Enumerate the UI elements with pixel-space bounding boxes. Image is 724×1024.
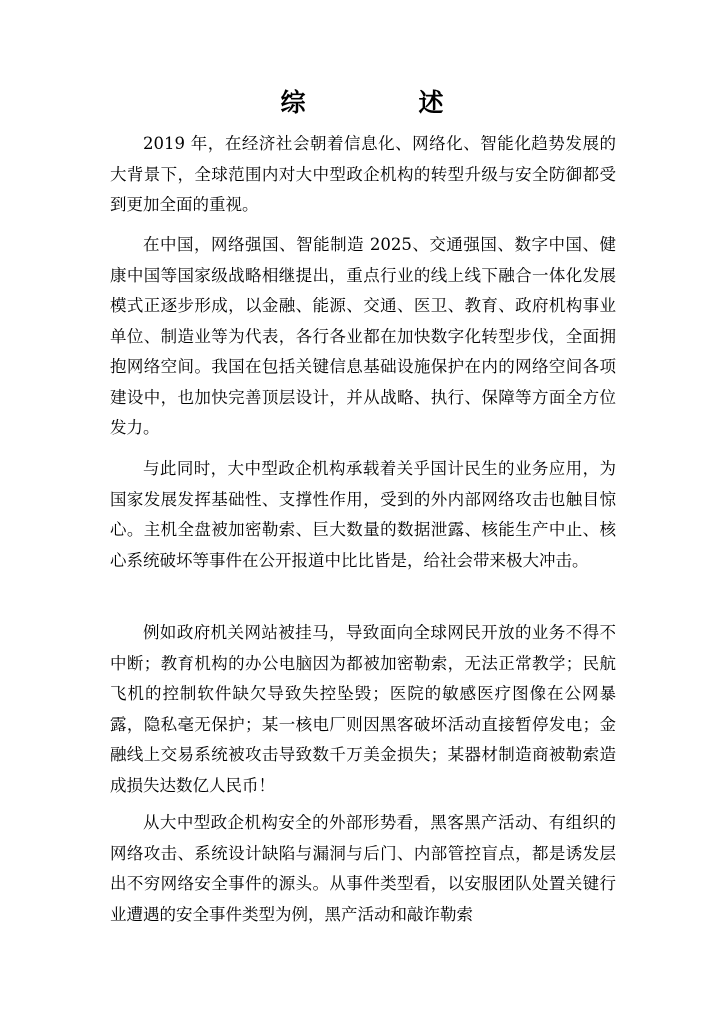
paragraph-5: 从大中型政企机构安全的外部形势看，黑客黑产活动、有组织的网络攻击、系统设计缺陷与漏洞与后门、内部管控盲点，都是诱发层出不穷网络安全事件的源头。从事件类型看，以安服团队处置关键行业遭遇的安全事件类型为例，黑产活动和敲诈勒索 [110, 813, 616, 924]
paragraph-2: 在中国，网络强国、智能制造 2025、交通强国、数字中国、健康中国等国家级战略相继提出，重点行业的线上线下融合一体化发展模式正逐步形成，以金融、能源、交通、医卫、教育、政府机构事业单位、制造业等为代表，各行各业都在加快数字化转型步伐，全面拥抱网络空间。我国在包括关键信息基础设施保护在内的网络空间各项建设中，也加快完善顶层设计，并从战略、执行、保障等方面全方位发力。 [110, 235, 616, 437]
paragraph-4: 例如政府机关网站被挂马，导致面向全球网民开放的业务不得不中断；教育机构的办公电脑因为都被加密勒索，无法正常教学；民航飞机的控制软件缺欠导致失控坠毁；医院的敏感医疗图像在公网暴露，隐私毫无保护；某一核电厂则因黑客破坏活动直接暂停发电；金融线上交易系统被攻击导致数千万美金损失；某器材制造商被勒索造成损失达数亿人民币！ [110, 623, 616, 795]
paragraph-1: 2019 年，在经济社会朝着信息化、网络化、智能化趋势发展的大背景下，全球范围内对大中型政企机构的转型升级与安全防御都受到更加全面的重视。 [110, 134, 616, 214]
page-title: 综 述 [280, 88, 488, 117]
paragraph-3: 与此同时，大中型政企机构承载着关乎国计民生的业务应用，为国家发展发挥基础性、支撑性作用，受到的外内部网络攻击也触目惊心。主机全盘被加密勒索、巨大数量的数据泄露、核能生产中止、核心系统破坏等事件在公开报道中比比皆是，给社会带来极大冲击。 [110, 459, 616, 570]
